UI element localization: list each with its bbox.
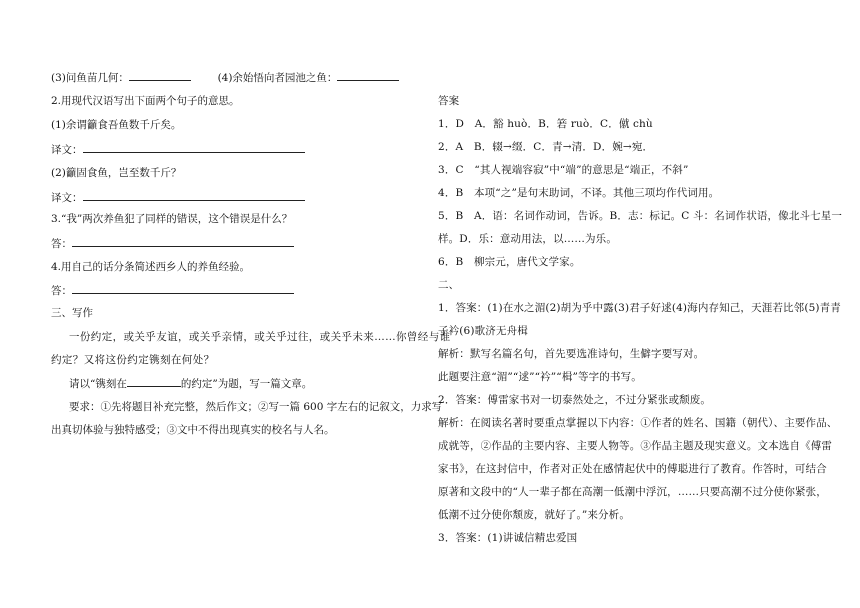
answer-line: 样。D．乐：意动用法，以……为乐。 (438, 233, 617, 245)
translation-label: 译文： (51, 144, 83, 156)
answer-blank[interactable] (129, 70, 191, 81)
translation-blank[interactable] (83, 190, 305, 201)
analysis-line: 此题要注意“湄”“逑”“衿”“楫”等字的书写。 (438, 371, 642, 383)
title-prefix: 请以“镌刻在 (69, 378, 127, 390)
analysis-line: 解析：在阅读名著时要重点掌握以下内容：①作者的姓名、国籍（朝代）、主要作品、 (438, 417, 838, 429)
translation-1-line (51, 142, 305, 157)
writing-prompt-line-2: 约定？又将这份约定镌刻在何处？ (51, 354, 215, 366)
answer-blank[interactable] (72, 283, 294, 294)
analysis-line: 成就等，②作品的主要内容、主要人物等。③作品主题及现实意义。文本选自《傅雷 (438, 440, 833, 452)
answer-blank[interactable] (72, 236, 294, 247)
section-2-title: 2.用现代汉语写出下面两个句子的意思。 (51, 95, 240, 107)
requirements-line-1: 要求：①先将题目补充完整，然后作文；②写一篇 600 字左右的记叙文，力求写 (69, 401, 443, 413)
title-suffix: 的约定”为题，写一篇文章。 (180, 378, 313, 390)
section-4-title: 4.用自己的话分条简述西乡人的养鱼经验。 (51, 261, 251, 273)
translation-label: 译文： (51, 192, 83, 204)
answer-line: 1．答案：(1)在水之湄(2)胡为乎中露(3)君子好逑(4)海内存知己，天涯若比邻(5)青青 (438, 302, 841, 314)
answer-3-line (51, 236, 294, 251)
writing-section-heading: 三、写作 (51, 307, 93, 319)
answer-line: 3．答案：(1)讲诚信精忠爱国 (438, 532, 578, 544)
translation-2-line (51, 190, 305, 205)
answer-blank[interactable] (337, 70, 399, 81)
answer-line: 2．A B．辍→缀．C．青→清．D．婉→宛． (438, 141, 654, 153)
writing-prompt-line-1: 一份约定，或关乎友谊，或关乎亲情，或关乎过往，或关乎未来……你曾经与谁 (69, 331, 451, 343)
analysis-line: 低潮不过分使你颓废，就好了。”来分析。 (438, 509, 630, 521)
analysis-line: 家书》，在这封信中，作者对正处在感情起伏中的傅聪进行了教育。作答时，可结合 (438, 463, 827, 475)
sentence-2: (2)籲固食鱼，岂至数千斤？ (51, 167, 182, 179)
writing-title-line (69, 376, 312, 391)
sentence-1: (1)余谓籲食吾鱼数千斤矣。 (51, 119, 182, 131)
answer-heading: 答案 (438, 95, 460, 107)
section-heading: 二、 (438, 279, 460, 291)
answer-line: 4．B 本项“之”是句末助词，不译。其他三项均作代词用。 (438, 187, 720, 199)
answer-line: 子衿(6)歌济无舟楫 (438, 325, 528, 337)
title-blank[interactable] (127, 376, 181, 387)
translation-blank[interactable] (83, 142, 305, 153)
answer-line: 6．B 柳宗元，唐代文学家。 (438, 256, 581, 268)
question-3-4-line (51, 70, 399, 85)
question-3-label: (3)问鱼苗几何： (51, 72, 129, 84)
answer-line: 2．答案：傅雷家书对一切泰然处之，不过分紧张或颓废。 (438, 394, 712, 406)
section-3-title: 3.“我”两次养鱼犯了同样的错误，这个错误是什么？ (51, 213, 293, 225)
answer-label: 答： (51, 238, 72, 250)
analysis-line: 原著和文段中的“人一辈子都在高潮一低潮中浮沉，……只要高潮不过分使你紧张， (438, 486, 827, 498)
answer-line: 1．D A．豁 huò．B．箬 ruò．C．僦 chù (438, 118, 653, 130)
question-4-label: (4)余始悟向者园池之鱼： (217, 72, 338, 84)
answer-line: 3．C “其人视端容寂”中“端”的意思是“端正，不斜” (438, 164, 689, 176)
requirements-line-2: 出真切体验与独特感受；③文中不得出现真实的校名与人名。 (51, 424, 335, 436)
answer-line: 5．B A．语：名词作动词，告诉。B．志：标记。C 斗：名词作状语，像北斗七星一 (438, 210, 843, 222)
answer-label: 答： (51, 285, 72, 297)
answer-4-line (51, 283, 294, 298)
analysis-line: 解析：默写名篇名句，首先要选准诗句，生僻字要写对。 (438, 348, 705, 360)
